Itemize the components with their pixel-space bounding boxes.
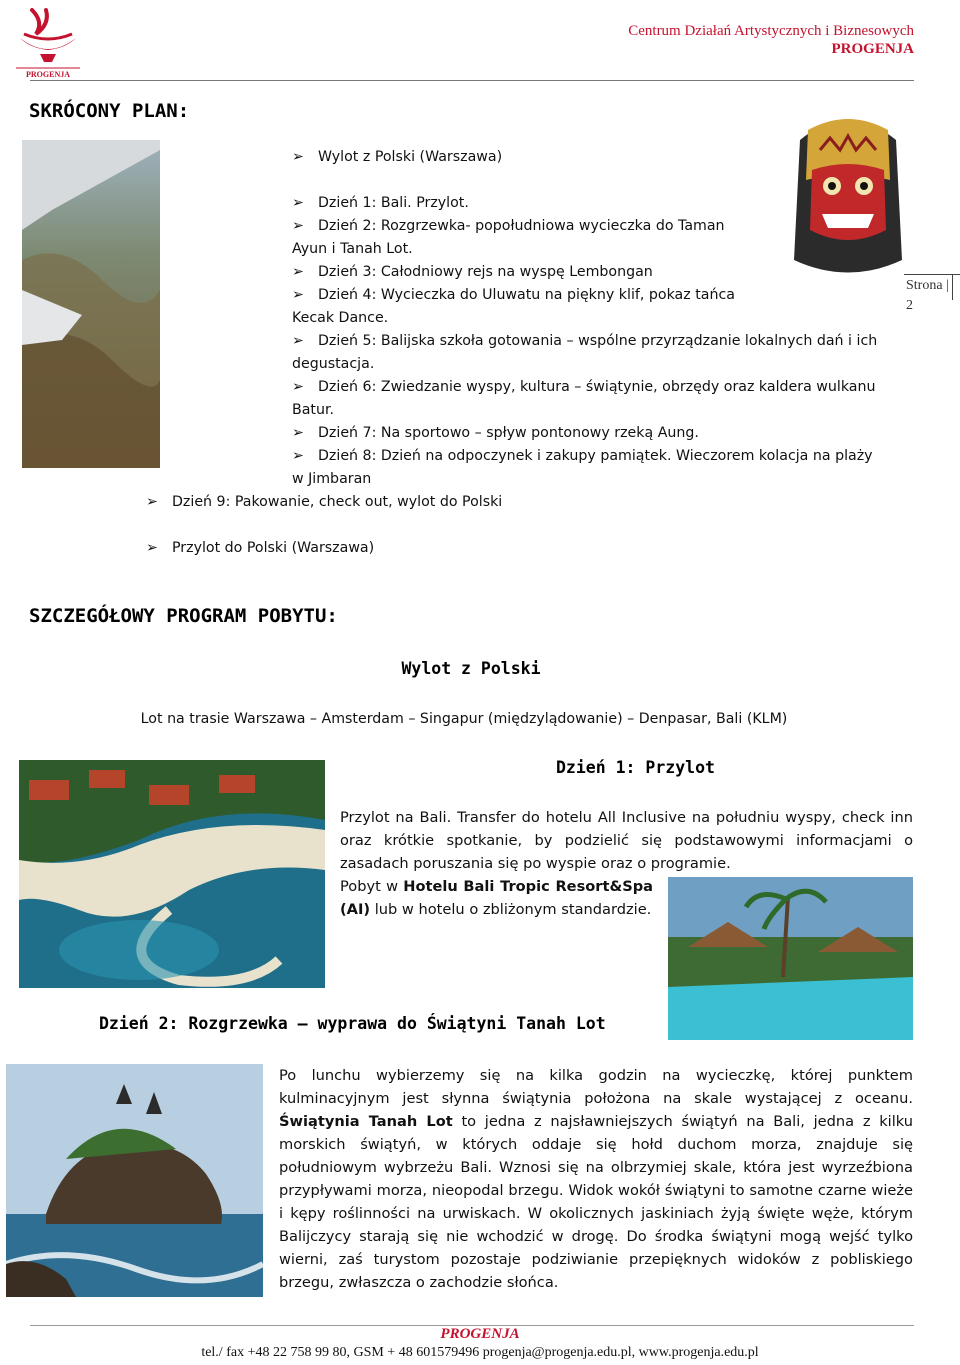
page-marker-divider (952, 274, 953, 300)
list-item-text: Przylot do Polski (Warszawa) (172, 540, 375, 556)
flight-route: Lot na trasie Warszawa – Amsterdam – Singapur (międzylądowanie) – Denpasar, Bali (KLM) (140, 711, 788, 727)
list-item (146, 491, 502, 514)
list-item-text: Dzień 5: Balijska szkoła gotowania – wspólne przyrządzanie lokalnych dań i ich (318, 333, 878, 349)
list-item (292, 330, 877, 353)
list-item-text: Dzień 2: Rozgrzewka- popołudniowa wycieczka do Taman (318, 218, 725, 234)
airplane-wing-photo (22, 140, 160, 468)
list-item-continuation: Batur. (292, 402, 335, 418)
arrow-bullet-icon: ➢ (292, 264, 304, 280)
arrow-bullet-icon: ➢ (292, 333, 304, 349)
day1-paragraph-1: Przylot na Bali. Transfer do hotelu All Inclusive na południu wyspy, check inn oraz krótkie spotkanie, by podzielić się podstawowymi informacjami o zasadach poruszania się po wyspie oraz o programie. (340, 809, 913, 872)
list-item (146, 537, 374, 560)
beach-resort-aerial-photo (19, 760, 325, 988)
arrow-bullet-icon: ➢ (292, 218, 304, 234)
list-item-text: Dzień 7: Na sportowo – spływ pontonowy rzeką Aung. (318, 425, 699, 441)
temple-name: Świątynia Tanah Lot (279, 1113, 453, 1130)
day2-paragraph (279, 1064, 913, 1294)
page-number: 2 (906, 298, 913, 313)
list-item-text: Dzień 6: Zwiedzanie wyspy, kultura – świątynie, obrzędy oraz kaldera wulkanu (318, 379, 876, 395)
day2-text: to jedna z najsławniejszych świątyń na Bali, jedna z kilku morskich świątyń, w których oddaje się hołd duchom morza, znajduje się południowym wybrzeżu Bali. Wznosi się na olbrzymiej skale, która jest wyrzeźbiona przypływami morza, nieopodal brzegu. Widok wokół świątyni to samotne czarne wieże i kępy roślinności na urwiskach. W okolicznych jaskiniach żyją święte węże, którym Balijczycy starają się nie wchodzić w drogę. Do środka świątyni mogą wejść tylko wierni, zaś turystom pozostaje podziwianie przepięknych widoków z pobliskiego brzegu, zwłaszcza o zachodzie słońca. (279, 1113, 914, 1291)
arrow-bullet-icon: ➢ (292, 425, 304, 441)
list-item (292, 284, 735, 307)
list-item-text: Dzień 3: Całodniowy rejs na wyspę Lembongan (318, 264, 653, 280)
arrow-bullet-icon: ➢ (292, 287, 304, 303)
arrow-bullet-icon: ➢ (146, 494, 158, 510)
list-item-text: Dzień 1: Bali. Przylot. (318, 195, 469, 211)
organization-name (628, 22, 914, 58)
day2-title: Dzień 2: Rozgrzewka – wyprawa do Świątyni Tanah Lot (99, 1014, 606, 1033)
list-item (292, 445, 873, 468)
arrow-bullet-icon: ➢ (292, 379, 304, 395)
day1-title: Dzień 1: Przylot (556, 758, 715, 777)
org-line-1: Centrum Działań Artystycznych i Biznesowych (628, 23, 914, 39)
list-item-text: Dzień 4: Wycieczka do Uluwatu na piękny klif, pokaz tańca (318, 287, 735, 303)
list-item-text: Dzień 8: Dzień na odpoczynek i zakupy pamiątek. Wieczorem kolacja na plaży (318, 448, 873, 464)
list-item (292, 376, 876, 399)
list-item-continuation: Ayun i Tanah Lot. (292, 241, 413, 257)
list-item-continuation: w Jimbaran (292, 471, 372, 487)
hotel-pool-photo (668, 877, 913, 1040)
barong-mask-image (790, 110, 906, 278)
org-line-2: PROGENJA (831, 41, 914, 57)
list-item (292, 422, 699, 445)
hotel-name: Hotelu Bali Tropic Resort&Spa (AI) (340, 878, 654, 918)
progenja-logo (10, 4, 86, 80)
footer-contact: tel./ fax +48 22 758 99 80, GSM + 48 601579496 progenja@progenja.edu.pl, www.progenja.edu.pl (201, 1345, 759, 1360)
short-plan-heading: SKRÓCONY PLAN: (29, 100, 190, 122)
arrow-bullet-icon: ➢ (292, 149, 304, 165)
logo-text: PROGENJA (26, 70, 70, 79)
arrow-bullet-icon: ➢ (292, 195, 304, 211)
list-item-text: Wylot z Polski (Warszawa) (318, 149, 503, 165)
header-divider (30, 80, 914, 81)
list-item-continuation: degustacja. (292, 356, 375, 372)
day1-text: Pobyt w (340, 878, 404, 895)
detailed-program-heading: SZCZEGÓŁOWY PROGRAM POBYTU: (29, 605, 338, 627)
tanah-lot-temple-photo (6, 1064, 263, 1297)
day1-paragraph-2 (340, 875, 653, 921)
arrow-bullet-icon: ➢ (292, 448, 304, 464)
list-item (292, 261, 653, 284)
list-item-continuation: Kecak Dance. (292, 310, 389, 326)
day2-text: Po lunchu wybierzemy się na kilka godzin na wycieczkę, której punktem kulminacyjnym jest słynna świątynia położona na skale wystającej z oceanu. (279, 1067, 913, 1107)
list-item-text: Dzień 9: Pakowanie, check out, wylot do Polski (172, 494, 503, 510)
list-item (292, 146, 502, 169)
list-item (292, 215, 725, 238)
page-label: Strona | (906, 278, 949, 293)
departure-title: Wylot z Polski (401, 659, 541, 678)
day1-text: lub w hotelu o zbliżonym standardzie. (370, 901, 652, 918)
list-item (292, 192, 469, 215)
arrow-bullet-icon: ➢ (146, 540, 158, 556)
footer-brand: PROGENJA (440, 1326, 520, 1342)
